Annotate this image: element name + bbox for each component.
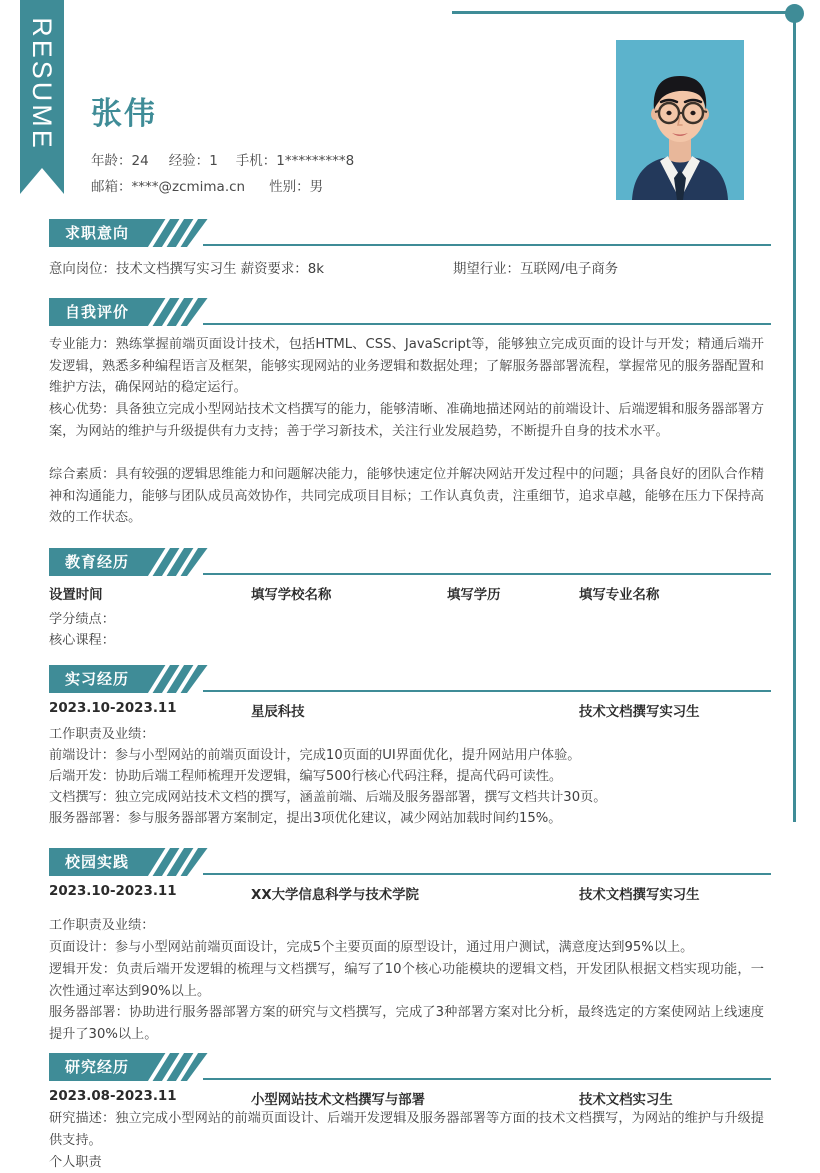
section-rule — [203, 323, 771, 325]
campus-period: 2023.10-2023.11 — [49, 884, 177, 899]
internship-organization: 星辰科技 — [251, 705, 305, 720]
campus-item-1: 页面设计：参与小型网站前端页面设计，完成5个主要页面的原型设计，通过用户测试，满意度达到95%以上。 — [49, 940, 694, 955]
internship-row-header — [49, 701, 764, 721]
self-eval-paragraph-1: 专业能力：熟练掌握前端页面设计技术，包括HTML、CSS、JavaScript等，能够独立完成页面的设计与开发；精通后端开发逻辑，熟悉多种编程语言及框架，能够实现网站的业务逻辑和数据处理；了解服务器部署流程，掌握常见的服务器配置和维护方法，确保网站的稳定运行。 — [49, 337, 764, 395]
position-value: 技术文档撰写实习生 — [115, 262, 237, 277]
ribbon-tail — [20, 168, 64, 194]
section-slashes — [143, 298, 209, 326]
right-vertical-line — [793, 16, 796, 822]
campus-role: 技术文档撰写实习生 — [579, 888, 700, 903]
contact-block — [91, 148, 521, 200]
salary-value: 8k — [307, 262, 324, 277]
resume-ribbon — [20, 0, 64, 196]
section-rule — [203, 873, 771, 875]
self-eval-paragraph-3: 综合素质：具有较强的逻辑思维能力和问题解决能力，能够快速定位并解决网站开发过程中的问题；具备良好的团队合作精神和沟通能力，能够与团队成员高效协作，共同完成项目目标；工作认真负责，注重细节，追求卓越，能够在压力下保持高效的工作状态。 — [49, 467, 764, 525]
salary-label: 薪资要求： — [240, 262, 308, 277]
campus-item-2: 逻辑开发：负责后端开发逻辑的梳理与文档撰写，编写了10个核心功能模块的逻辑文档，开发团队根据文档实现功能，一次性通过率达到90%以上。 — [49, 962, 764, 999]
job-intention-left — [49, 258, 324, 277]
gender-value: 男 — [309, 179, 324, 195]
education-col-major: 填写专业名称 — [579, 588, 660, 603]
candidate-name: 张伟 — [91, 96, 157, 132]
internship-item-4: 服务器部署：参与服务器部署方案制定，提出3项优化建议，减少网站加载时间约15%。 — [49, 811, 562, 826]
section-slashes — [143, 1053, 209, 1081]
position-label: 意向岗位： — [49, 262, 116, 277]
research-project: 小型网站技术文档撰写与部署 — [251, 1093, 426, 1108]
campus-organization: XX大学信息科学与技术学院 — [251, 888, 419, 903]
section-title-self-evaluation: 自我评价 — [49, 298, 143, 326]
section-header-job-intention — [49, 219, 771, 247]
age-label: 年龄： — [91, 153, 132, 169]
gender-label: 性别： — [269, 179, 310, 195]
phone-label: 手机： — [235, 153, 277, 169]
candidate-photo — [616, 40, 744, 200]
section-slashes — [143, 548, 209, 576]
internship-period: 2023.10-2023.11 — [49, 701, 177, 716]
internship-item-3: 文档撰写：独立完成网站技术文档的撰写，涵盖前端、后端及服务器部署，撰写文档共计30页。 — [49, 790, 607, 805]
email-label: 邮箱： — [91, 179, 132, 195]
education-col-school: 填写学校名称 — [251, 588, 332, 603]
section-rule — [203, 573, 771, 575]
age-value: 24 — [131, 153, 149, 169]
section-slashes — [143, 219, 209, 247]
job-intention-right — [453, 258, 618, 277]
internship-item-2: 后端开发：协助后端工程师梳理开发逻辑，编写500行核心代码注释，提高代码可读性。 — [49, 769, 563, 784]
self-eval-paragraph-2: 核心优势：具备独立完成小型网站技术文档撰写的能力，能够清晰、准确地描述网站的前端设计、后端逻辑和服务器部署方案，为网站的维护与升级提供有力支持；善于学习新技术，关注行业发展趋势，不断提升自身的技术水平。 — [49, 402, 764, 439]
campus-item-3: 服务器部署：协助进行服务器部署方案的研究与文档撰写，完成了3种部署方案对比分析，最终选定的方案使网站上线速度提升了30%以上。 — [49, 1005, 764, 1042]
campus-duties-label: 工作职责及业绩： — [49, 918, 155, 933]
research-description: 研究描述：独立完成小型网站的前端页面设计、后端开发逻辑及服务器部署等方面的技术文档撰写，为网站的维护与升级提供支持。 — [49, 1111, 764, 1148]
internship-duties-label: 工作职责及业绩： — [49, 727, 155, 742]
industry-label: 期望行业： — [453, 262, 520, 277]
section-title-education: 教育经历 — [49, 548, 143, 576]
section-header-research — [49, 1053, 771, 1081]
top-horizontal-rule — [452, 11, 792, 14]
education-col-degree: 填写学历 — [447, 588, 501, 603]
section-header-internship — [49, 665, 771, 693]
section-header-campus-practice — [49, 848, 771, 876]
experience-value: 1 — [209, 153, 218, 169]
research-row-header — [49, 1089, 764, 1109]
section-header-education — [49, 548, 771, 576]
research-period: 2023.08-2023.11 — [49, 1089, 177, 1104]
education-gpa-label: 学分绩点： — [49, 612, 115, 627]
section-slashes — [143, 848, 209, 876]
section-header-self-evaluation — [49, 298, 771, 326]
section-title-job-intention: 求职意向 — [49, 219, 143, 247]
email-value: ****@zcmima.cn — [131, 179, 246, 195]
campus-row-header — [49, 884, 764, 904]
section-rule — [203, 244, 771, 246]
education-courses-label: 核心课程： — [49, 633, 115, 648]
section-title-internship: 实习经历 — [49, 665, 143, 693]
section-title-campus-practice: 校园实践 — [49, 848, 143, 876]
industry-value: 互联网/电子商务 — [519, 262, 619, 277]
contact-row-2 — [91, 174, 521, 200]
section-rule — [203, 690, 771, 692]
internship-role: 技术文档撰写实习生 — [579, 705, 700, 720]
phone-value: 1*********8 — [276, 153, 355, 169]
ribbon-label: RESUME — [27, 17, 57, 151]
section-title-research: 研究经历 — [49, 1053, 143, 1081]
contact-row-1 — [91, 148, 521, 174]
research-role: 技术文档实习生 — [579, 1093, 673, 1108]
section-rule — [203, 1078, 771, 1080]
experience-label: 经验： — [168, 153, 210, 169]
research-next-label: 个人职责 — [49, 1155, 102, 1170]
education-col-time: 设置时间 — [49, 588, 103, 603]
internship-item-1: 前端设计：参与小型网站的前端页面设计，完成10页面的UI界面优化，提升网站用户体验。 — [49, 748, 581, 763]
education-columns — [49, 584, 764, 604]
section-slashes — [143, 665, 209, 693]
